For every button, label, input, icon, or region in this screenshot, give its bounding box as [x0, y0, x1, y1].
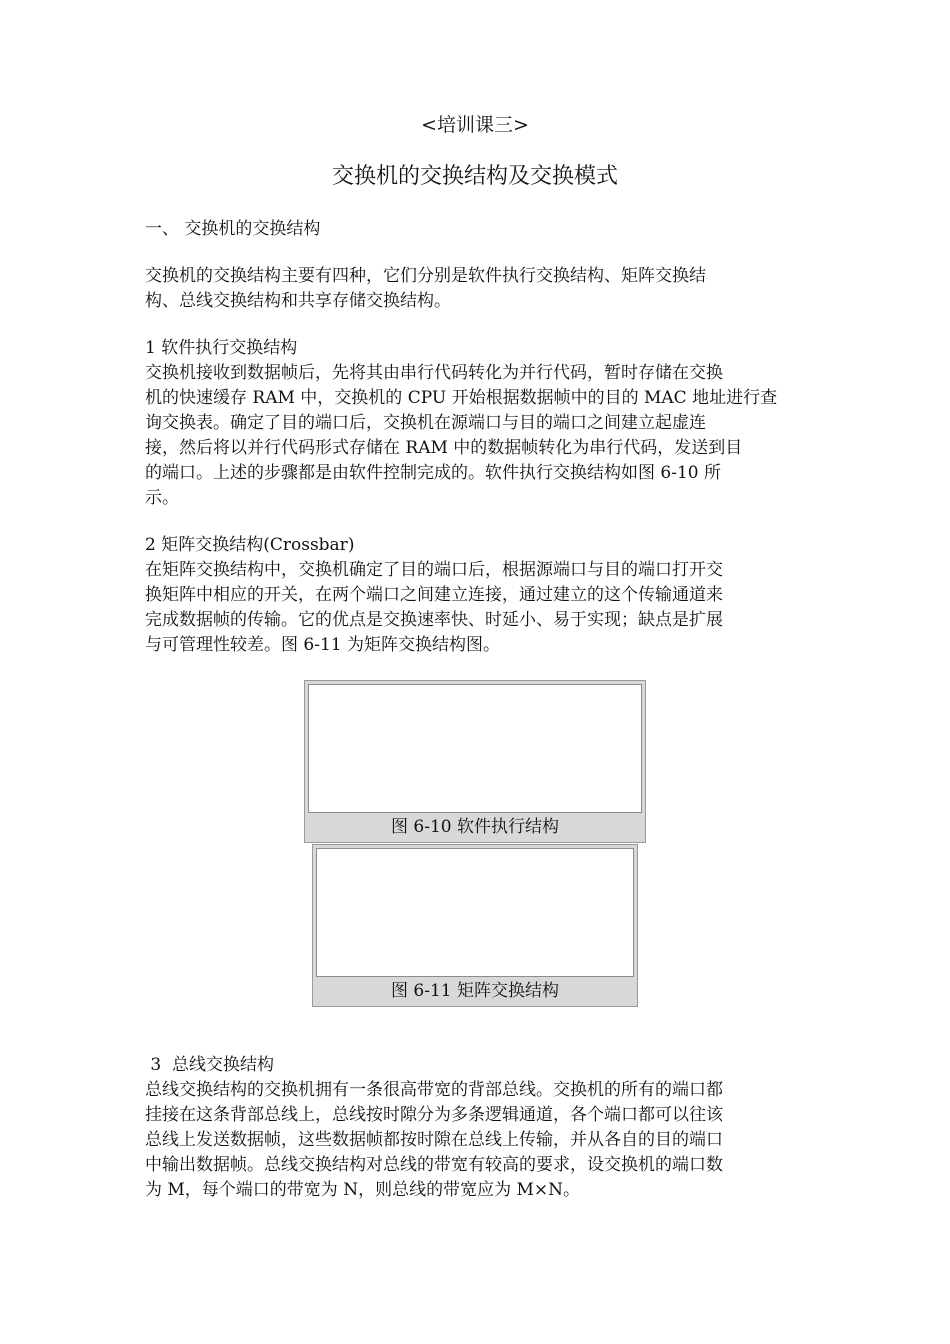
figure-6-11 — [312, 844, 638, 1007]
paragraph-line: 中输出数据帧。总线交换结构对总线的带宽有较高的要求，设交换机的端口数 — [145, 1155, 723, 1175]
subsection-heading: 2 矩阵交换结构(Crossbar) — [145, 535, 355, 555]
subsection-heading: 1 软件执行交换结构 — [145, 338, 298, 358]
paragraph-line: 在矩阵交换结构中，交换机确定了目的端口后，根据源端口与目的端口打开交 — [145, 560, 723, 580]
page-title: 交换机的交换结构及交换模式 — [331, 164, 618, 189]
paragraph-line: 的端口。上述的步骤都是由软件控制完成的。软件执行交换结构如图 6-10 所 — [145, 463, 721, 483]
paragraph-line: 挂接在这条背部总线上，总线按时隙分为多条逻辑通道，各个端口都可以往该 — [145, 1105, 723, 1125]
paragraph-line: 接，然后将以并行代码形式存储在 RAM 中的数据帧转化为串行代码，发送到目 — [145, 438, 743, 458]
figure-caption: 图 6-10 软件执行结构 — [391, 817, 559, 837]
paragraph-line: 询交换表。确定了目的端口后，交换机在源端口与目的端口之间建立起虚连 — [145, 413, 706, 433]
paragraph-line: 总线交换结构的交换机拥有一条很高带宽的背部总线。交换机的所有的端口都 — [145, 1080, 723, 1100]
paragraph-line: 机的快速缓存 RAM 中，交换机的 CPU 开始根据数据帧中的目的 MAC 地址进行查 — [145, 388, 778, 408]
paragraph-line: 与可管理性较差。图 6-11 为矩阵交换结构图。 — [145, 635, 500, 655]
course-label: <培训课三> — [421, 114, 529, 136]
figure-6-10 — [304, 680, 646, 843]
figure-image-placeholder — [316, 848, 634, 977]
paragraph-line: 总线上发送数据帧，这些数据帧都按时隙在总线上传输，并从各自的目的端口 — [145, 1130, 723, 1150]
paragraph-line: 为 M，每个端口的带宽为 N，则总线的带宽应为 M×N。 — [145, 1180, 581, 1200]
figure-caption: 图 6-11 矩阵交换结构 — [391, 981, 559, 1001]
section-heading: 一、 交换机的交换结构 — [145, 219, 321, 239]
figure-image-placeholder — [308, 684, 642, 813]
paragraph-line: 换矩阵中相应的开关，在两个端口之间建立连接，通过建立的这个传输通道来 — [145, 585, 723, 605]
intro-line: 构、总线交换结构和共享存储交换结构。 — [145, 291, 451, 311]
intro-line: 交换机的交换结构主要有四种，它们分别是软件执行交换结构、矩阵交换结 — [145, 266, 706, 286]
paragraph-line: 示。 — [145, 488, 179, 508]
paragraph-line: 完成数据帧的传输。它的优点是交换速率快、时延小、易于实现；缺点是扩展 — [145, 610, 723, 630]
paragraph-line: 交换机接收到数据帧后，先将其由串行代码转化为并行代码，暂时存储在交换 — [145, 363, 723, 383]
subsection-heading: 3 总线交换结构 — [145, 1055, 275, 1075]
